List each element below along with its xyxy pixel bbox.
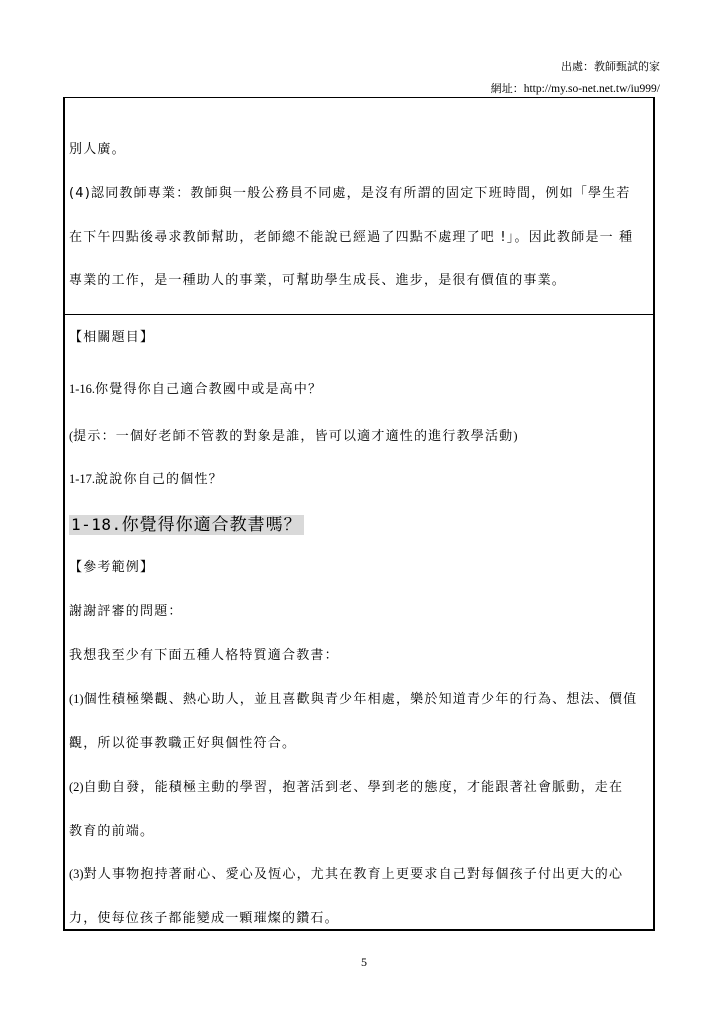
- question-text: 你覺得你自己適合教國中或是高中？: [95, 382, 323, 397]
- highlight: [69, 515, 304, 535]
- hint-line: [69, 425, 518, 444]
- question-1-18-highlighted: [69, 510, 304, 535]
- url-link[interactable]: http://my.so-net.net.tw/iu999/: [523, 83, 660, 95]
- header-source: [561, 56, 660, 78]
- url-label: 網址：: [490, 82, 524, 95]
- paragraph-line: 在下午四點後尋求教師幫助，老師總不能說已經過了四點不處理了吧 !」。因此教師是一 種: [69, 230, 634, 245]
- item-number: (2): [69, 780, 84, 794]
- list-item-3-cont: 力，使每位孩子都能變成一顆璀燦的鑽石。: [69, 911, 339, 926]
- hint-close-paren: ): [513, 429, 518, 443]
- paragraph-line: 專業的工作，是一種助人的事業，可幫助學生成長、進步，是很有價值的事業。: [69, 273, 567, 288]
- item-number: (1): [69, 692, 84, 706]
- question-number: 1-17.: [69, 472, 96, 486]
- list-item-1-cont: 觀，所以從事教職正好與個性符合。: [69, 736, 297, 751]
- item-number: (3): [69, 867, 84, 881]
- content-frame: [63, 97, 655, 931]
- question-1-17: [69, 468, 223, 487]
- question-text: 你覺得你適合教書嗎？: [121, 515, 302, 535]
- list-item-3: [69, 863, 623, 882]
- list-item-2-cont: 教育的前端。: [69, 824, 155, 839]
- list-item-2: [69, 776, 623, 795]
- paragraph-line: 別人廣。: [69, 142, 126, 157]
- item-text: 對人事物抱持著耐心、愛心及恆心，尤其在教育上更要求自己對每個孩子付出更大的心: [83, 867, 624, 882]
- page-number: 5: [361, 955, 367, 969]
- paragraph-line: (4)認同教師專業：教師與一般公務員不同處，是沒有所謂的固定下班時間，例如「學生若: [69, 186, 631, 201]
- source-text: 出處：教師甄試的家: [561, 60, 660, 73]
- question-text: 說說你自己的個性？: [95, 472, 223, 487]
- hint-text: 提示：一個好老師不管教的對象是誰，皆可以適才適性的進行教學活動: [73, 429, 514, 444]
- example-heading: 【參考範例】: [69, 560, 155, 575]
- item-text: 自動自發，能積極主動的學習，抱著活到老、學到老的態度，才能跟著社會脈動，走在: [83, 780, 624, 795]
- answer-continuation-section: [65, 98, 653, 315]
- question-number: 1-16.: [69, 382, 96, 396]
- intro-line: 我想我至少有下面五種人格特質適合教書：: [69, 648, 339, 663]
- thanks-line: 謝謝評審的問題：: [69, 604, 183, 619]
- question-1-16: [69, 378, 322, 397]
- hint-open-paren: (: [69, 429, 74, 443]
- related-heading: 【相關題目】: [69, 330, 155, 345]
- question-number: 1-18.: [71, 515, 122, 534]
- list-item-1: [69, 688, 637, 707]
- item-text: 個性積極樂觀、熱心助人，並且喜歡與青少年相處，樂於知道青少年的行為、想法、價值: [83, 692, 638, 707]
